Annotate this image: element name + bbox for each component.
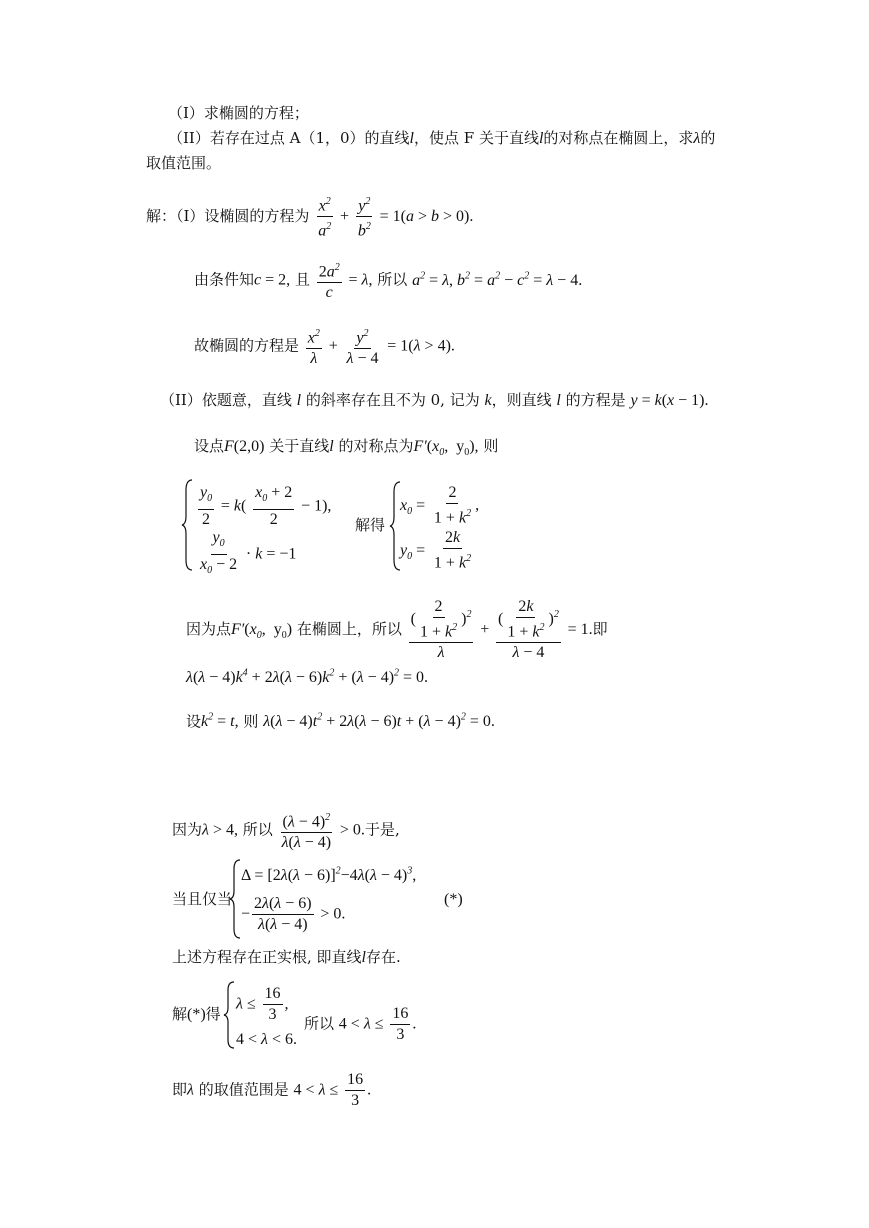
because-line: 因为λ > 4, 所以 $\frac{(\lambda - 4)^2}{\lambda(\lambda - 4)}$ > 0.于是,	[172, 808, 400, 853]
system-eq-2: $\frac{y_0}{x_0 - 2}$ · k = −1	[200, 529, 297, 577]
symmetric-point: 设点F(2,0) 关于直线l 的对称点为$F'(x_0$, $y_0$), 则	[194, 437, 499, 459]
solution-y0: $y_0$ = $\frac{2k}{1 + k^2}$	[400, 529, 472, 572]
final-answer: 即λ 的取值范围是 4 < λ ≤ $\frac{16}{3}$ .	[172, 1071, 372, 1109]
so-result: 所以 4 < λ ≤ $\frac{16}{3}$ .	[304, 1005, 417, 1043]
question-2-cont: 取值范围。	[146, 154, 222, 172]
delta-condition: $\Delta = [2\lambda(\lambda - 6)]^2-4\lambda(\lambda - 4)^3$,	[241, 866, 417, 885]
on-ellipse: 因为点$F'(x_0$, $y_0$) 在椭圆上，所以 ( $\frac{2}{1 + k^2}$ )$^2$ λ + ( $\frac{2k}{1 + k^2}$ )$^2$ λ − 4 = 1.即	[186, 598, 608, 662]
exists-line: 上述方程存在正实根, 即直线l存在.	[172, 948, 401, 966]
iff-label: 当且仅当	[172, 890, 233, 908]
ellipse-equation: 故椭圆的方程是 $\frac{x^2}{\lambda}$ + $\frac{y^2}{\lambda - 4}$ = 1(λ > 4).	[194, 324, 455, 369]
left-brace-3	[228, 858, 242, 940]
question-2: （II）若存在过点 A（1，0）的直线l，使点 F 关于直线l的对称点在椭圆上，求λ的	[168, 129, 716, 147]
solution-intro: 解：（I）设椭圆的方程为 $\frac{x^2}{a^2}$ + $\frac{y^2}{b^2}$ = 1(a > b > 0).	[146, 192, 473, 242]
equation-t: 设$k^2 = t$, 则 $\lambda(\lambda - 4)t^2 + 2\lambda(\lambda - 6)t + (\lambda - 4)^2 = 0$.	[186, 712, 495, 731]
lambda-range: 4 < λ < 6.	[236, 1031, 297, 1048]
sum-condition: − $\frac{2\lambda(\lambda - 6)}{\lambda(\lambda - 4)}$ > 0.	[241, 895, 346, 933]
condition-line: 由条件知c = 2, 且 $\frac{2a^2}{c}$ = λ, 所以 $a^2 = \lambda$, $b^2 = a^2 - c^2 = \lambda - 4$.	[194, 258, 582, 303]
question-1: （I）求椭圆的方程；	[168, 104, 309, 122]
solution-x0: $x_0$ = $\frac{2}{1 + k^2}$ ,	[400, 484, 480, 527]
left-brace	[180, 478, 194, 572]
part-2-intro: （II）依题意，直线 l 的斜率存在且不为 0, 记为 k，则直线 l 的方程是 y = k(x − 1).	[160, 391, 709, 409]
solve-word: 解得	[355, 516, 386, 534]
left-brace-4	[222, 980, 236, 1050]
solve-star-label: 解(*)得	[172, 1005, 221, 1023]
system-eq-1: $\frac{y_0}{2}$ = k( $\frac{x_0 + 2}{2}$ − 1),	[200, 484, 332, 529]
star-label: (*)	[444, 891, 463, 908]
equation-k: $\lambda(\lambda - 4)k^4 + 2\lambda(\lambda - 6)k^2 + (\lambda - 4)^2 = 0$.	[186, 668, 429, 687]
lambda-upper: λ ≤ $\frac{16}{3}$ ,	[236, 985, 289, 1023]
